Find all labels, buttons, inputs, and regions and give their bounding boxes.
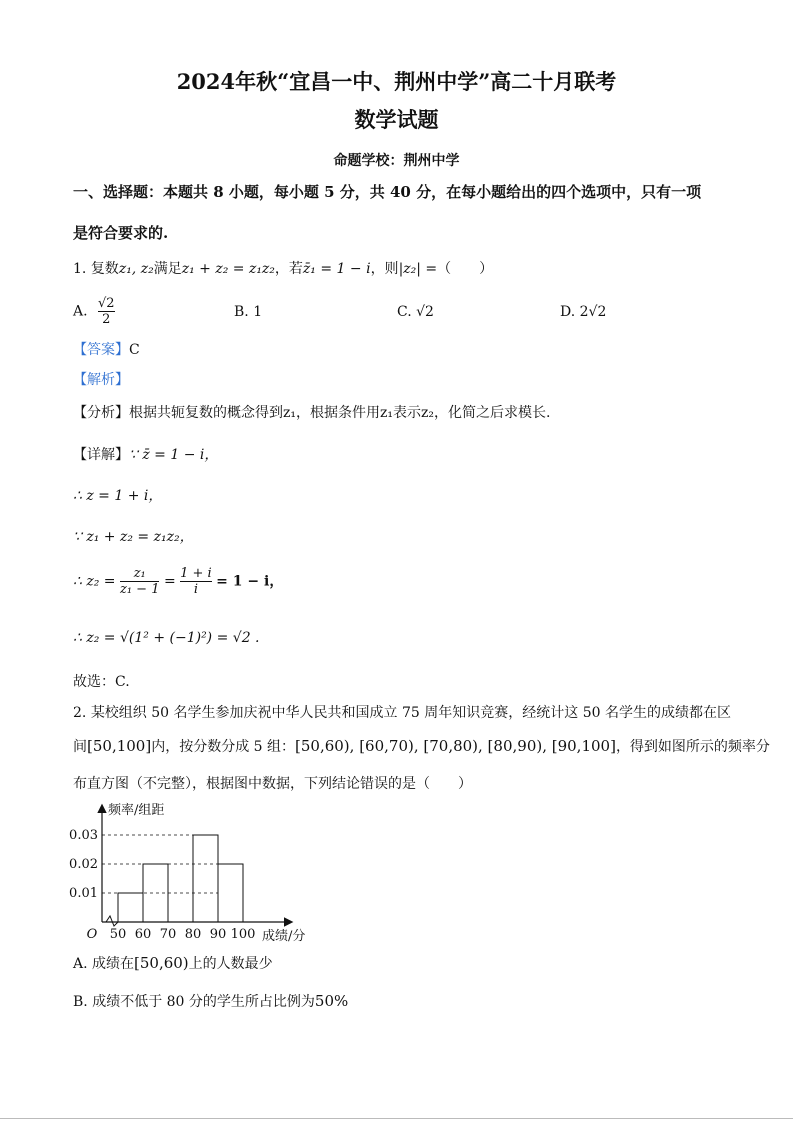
q1-prefix: 复数 bbox=[90, 261, 119, 277]
detail-line bbox=[73, 444, 218, 464]
question-2-line2 bbox=[73, 736, 770, 756]
y-tick-label: 0.03 bbox=[69, 828, 98, 843]
q2-interval: [50,100] bbox=[87, 737, 152, 755]
q1-paren: （ ） bbox=[437, 261, 494, 277]
q1-ask: |z₂| = bbox=[398, 261, 438, 277]
option-c bbox=[397, 304, 434, 320]
solution-step-3: ∵ z₁ + z₂ = z₁z₂， bbox=[73, 529, 194, 545]
step4-frac2-num: 1 + i bbox=[180, 566, 212, 581]
question-2-line1 bbox=[73, 702, 731, 722]
option-d bbox=[560, 304, 606, 320]
solution-step-2: ∴ z = 1 + i， bbox=[73, 488, 163, 504]
q1-then: ，则 bbox=[370, 261, 399, 277]
question-number: 2. bbox=[73, 705, 87, 721]
step4-fraction-2 bbox=[180, 566, 212, 597]
option-d-value: 2√2 bbox=[579, 304, 607, 320]
fenxi-text: 根据共轭复数的概念得到z₁，根据条件用z₁表示z₂，化简之后求模长. bbox=[129, 405, 551, 421]
x-tick-label: 60 bbox=[134, 927, 152, 942]
x-tick-label: 70 bbox=[159, 927, 177, 942]
question-number: 1. bbox=[73, 261, 87, 277]
y-tick-label: 0.02 bbox=[69, 857, 98, 872]
q1-if: ，若 bbox=[274, 261, 303, 277]
x-tick-label: 50 bbox=[109, 927, 127, 942]
origin-label: O bbox=[86, 927, 98, 942]
section-heading-line1: 一、选择题：本题共 8 小题，每小题 5 分，共 40 分，在每小题给出的四个选项中，只有一项 bbox=[73, 183, 702, 201]
axis-break bbox=[106, 916, 118, 926]
q1-satisfy: 满足 bbox=[153, 261, 182, 277]
detail-tag: 【详解】 bbox=[73, 447, 129, 463]
answer-line bbox=[73, 339, 140, 359]
step4-frac2-den: i bbox=[193, 582, 198, 597]
q1-condition: z₁ + z₂ = z₁z₂ bbox=[181, 261, 275, 277]
frequency-histogram bbox=[66, 798, 326, 948]
option-a-label: A. bbox=[73, 303, 88, 320]
option-b-value: 1 bbox=[253, 304, 263, 320]
exam-title: 2024年秋“宜昌一中、荆州中学”高二十月联考 bbox=[176, 69, 617, 94]
x-axis-label: 成绩/分 bbox=[262, 929, 306, 944]
fenxi-tag: 【分析】 bbox=[73, 405, 129, 421]
step4-frac1-den: z₁ − 1 bbox=[119, 582, 160, 597]
option-a-denominator: 2 bbox=[102, 312, 111, 327]
q2-option-b-value: 50% bbox=[314, 992, 349, 1010]
step4-equals: = bbox=[163, 573, 176, 590]
fenxi-line bbox=[73, 402, 550, 422]
x-tick-label: 100 bbox=[230, 927, 256, 942]
option-c-label: C. bbox=[397, 304, 412, 320]
q2-line2-b: 内，按分数分成 5 组： bbox=[151, 739, 296, 755]
step4-rhs: = 1 − i， bbox=[216, 573, 284, 590]
histogram-bar-0 bbox=[118, 893, 143, 922]
q2-option-b-prefix: B. 成绩不低于 80 分的学生所占比例为 bbox=[73, 994, 315, 1010]
answer-value: C bbox=[129, 342, 140, 358]
q1-conjugate-given: z̄₁ = 1 − i bbox=[302, 261, 371, 277]
section-heading-line2: 是符合要求的. bbox=[73, 224, 169, 242]
solution-step-1: ∵ z̄ = 1 − i， bbox=[129, 447, 219, 463]
y-tick-label: 0.01 bbox=[69, 886, 98, 901]
q2-line2-a: 间 bbox=[73, 739, 87, 755]
q2-option-a-suffix: 上的人数最少 bbox=[188, 956, 273, 972]
q2-line1-text: 某校组织 50 名学生参加庆祝中华人民共和国成立 75 周年知识竞赛，经统计这 50 名学生的成绩都在区 bbox=[90, 705, 731, 721]
q1-vars: z₁, z₂ bbox=[118, 261, 154, 277]
step4-frac1-num: z₁ bbox=[133, 566, 146, 581]
x-tick-label: 80 bbox=[184, 927, 202, 942]
option-a bbox=[73, 296, 115, 327]
q2-groups: [50,60), [60,70), [70,80), [80,90), [90,100] bbox=[295, 737, 616, 755]
q2-option-b bbox=[73, 991, 348, 1011]
option-d-label: D. bbox=[560, 304, 576, 320]
q2-option-a bbox=[73, 953, 273, 973]
solution-step-5: ∴ z₂ = √(1² + (−1)²) = √2 . bbox=[73, 630, 260, 646]
step4-lhs: ∴ z₂ = bbox=[73, 573, 116, 590]
q2-line2-c: ，得到如图所示的频率分 bbox=[615, 739, 770, 755]
solution-step-4 bbox=[73, 566, 283, 597]
question-2-line3: 布直方图（不完整），根据图中数据，下列结论错误的是（ ） bbox=[73, 776, 472, 792]
option-b bbox=[234, 304, 262, 320]
histogram-bar-3 bbox=[193, 835, 218, 922]
q2-option-a-interval: [50,60) bbox=[134, 954, 189, 972]
option-a-fraction bbox=[98, 296, 115, 327]
page-bottom-rule bbox=[0, 1118, 793, 1119]
y-axis-label: 频率/组距 bbox=[108, 803, 165, 818]
option-a-numerator: √2 bbox=[98, 296, 115, 311]
option-b-label: B. bbox=[234, 304, 249, 320]
x-tick-label: 90 bbox=[209, 927, 227, 942]
step4-fraction-1 bbox=[120, 566, 160, 597]
option-c-value: √2 bbox=[416, 304, 434, 320]
school-line: 命题学校：荆州中学 bbox=[333, 153, 460, 169]
answer-tag: 【答案】 bbox=[73, 342, 129, 358]
exam-subtitle: 数学试题 bbox=[354, 107, 439, 132]
analysis-tag: 【解析】 bbox=[73, 372, 129, 388]
question-1-stem bbox=[73, 258, 493, 278]
choose-line: 故选：C. bbox=[73, 674, 130, 690]
q2-option-a-prefix: A. 成绩在 bbox=[73, 956, 135, 972]
histogram-bar-4 bbox=[218, 864, 243, 922]
